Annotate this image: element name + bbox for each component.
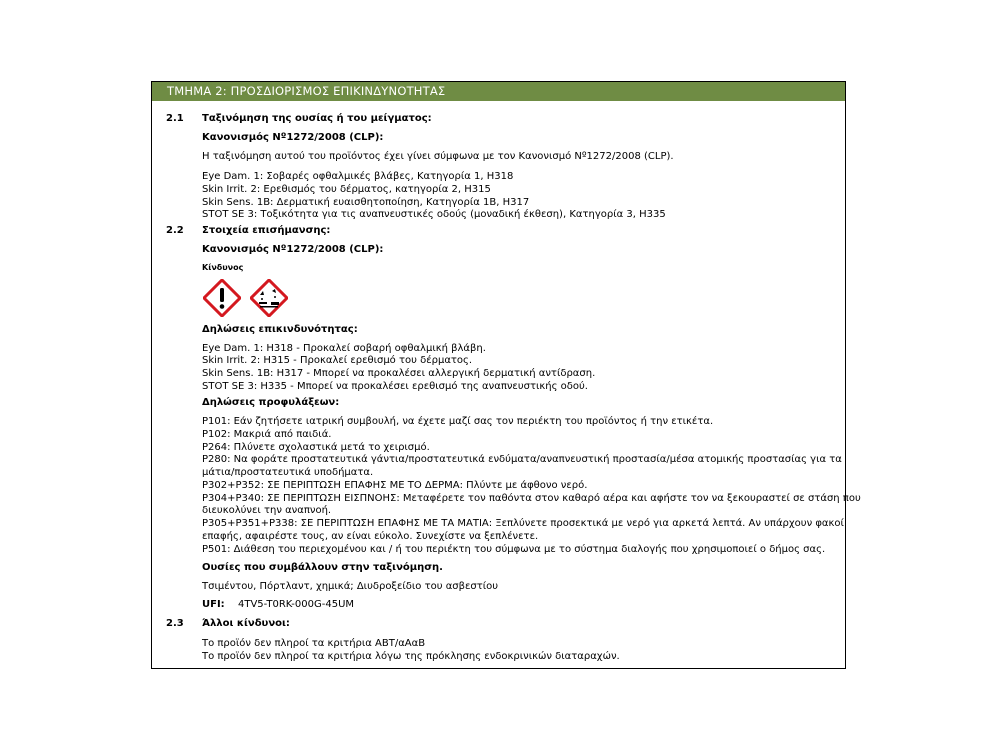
s21-class-2: Skin Irrit. 2: Ερεθισμός του δέρματος, κατηγορία 2, H315: [202, 184, 491, 195]
hazard-3: Skin Sens. 1B: H317 - Μπορεί να προκαλέσει αλλεργική δερματική αντίδραση.: [202, 368, 596, 379]
precaution-p101: P101: Εάν ζητήσετε ιατρική συμβουλή, να έχετε μαζί σας τον περιέκτη του προϊόντος ή την ετικέτα.: [202, 416, 714, 427]
precaution-p302: P302+P352: ΣΕ ΠΕΡΙΠΤΩΣΗ ΕΠΑΦΗΣ ΜΕ ΤΟ ΔΕΡΜΑ: Πλύντε με άφθονο νερό.: [202, 480, 588, 491]
section-header: ΤΜΗΜΑ 2: ΠΡΟΣΔΙΟΡΙΣΜΟΣ ΕΠΙΚΙΝΔΥΝΟΤΗΤΑΣ: [152, 82, 845, 101]
signal-word: Κίνδυνος: [202, 263, 244, 272]
precaution-title: Δηλώσεις προφυλάξεων:: [202, 397, 340, 408]
precaution-p501: P501: Διάθεση του περιεχομένου και / ή του περιέκτη του σύμφωνα με το σύστημα διαλογής που χρησιμοποιεί ο δήμος σας.: [202, 544, 826, 555]
s21-title: Ταξινόμηση της ουσίας ή του μείγματος:: [202, 113, 432, 124]
contrib-title: Ουσίες που συμβάλλουν στην ταξινόμηση.: [202, 562, 443, 573]
hazard-title: Δηλώσεις επικινδυνότητας:: [202, 324, 358, 335]
ufi-value: 4TV5-T0RK-000G-45UM: [238, 599, 355, 610]
hazard-4: STOT SE 3: H335 - Μπορεί να προκαλέσει ερεθισμό της αναπνευστικής οδού.: [202, 381, 588, 392]
s21-intro: Η ταξινόμηση αυτού του προϊόντος έχει γίνει σύμφωνα με τον Κανονισμό Nº1272/2008 (CLP).: [202, 151, 674, 162]
precaution-p304-cont: διευκολύνει την αναπνοή.: [202, 505, 332, 516]
hazard-2: Skin Irrit. 2: H315 - Προκαλεί ερεθισμό του δέρματος.: [202, 355, 473, 366]
hazard-1: Eye Dam. 1: H318 - Προκαλεί σοβαρή οφθαλμική βλάβη.: [202, 343, 486, 354]
s21-number: 2.1: [166, 113, 184, 124]
precaution-p305-cont: επαφής, αφαιρέστε τους, αν είναι εύκολο. Συνεχίστε να ξεπλένετε.: [202, 531, 539, 542]
s21-class-4: STOT SE 3: Τοξικότητα για τις αναπνευστικές οδούς (μοναδική έκθεση), Κατηγορία 3, H335: [202, 209, 666, 220]
precaution-p102: P102: Μακριά από παιδιά.: [202, 429, 332, 440]
s21-class-1: Eye Dam. 1: Σοβαρές οφθαλμικές βλάβες, Κατηγορία 1, H318: [202, 171, 514, 182]
contrib-text: Τσιμέντου, Πόρτλαντ, χημικά; Διυδροξείδιο του ασβεστίου: [202, 581, 499, 592]
ghs05-corrosion-icon: [250, 279, 288, 317]
precaution-p305: P305+P351+P338: ΣΕ ΠΕΡΙΠΤΩΣΗ ΕΠΑΦΗΣ ΜΕ ΤΑ ΜΑΤΙΑ: Ξεπλύνετε προσεκτικά με νερό για αρκετά λεπτά. Αν υπάρχουν φακοί: [202, 518, 844, 529]
section-2-frame: [151, 81, 861, 669]
precaution-p264: P264: Πλύνετε σχολαστικά μετά το χειρισμό.: [202, 442, 430, 453]
ghs07-exclamation-icon: [203, 279, 241, 317]
s22-number: 2.2: [166, 225, 184, 236]
s21-regulation: Κανονισμός Nº1272/2008 (CLP):: [202, 132, 384, 143]
precaution-p280: P280: Να φοράτε προστατευτικά γάντια/προστατευτικά ενδύματα/αναπνευστική προστασία/μέσα ατομικής προστασίας για τα: [202, 454, 842, 465]
s23-number: 2.3: [166, 618, 184, 629]
s23-line-2: Το προϊόν δεν πληροί τα κριτήρια λόγω της πρόκλησης ενδοκρινικών διαταραχών.: [202, 651, 620, 662]
s22-regulation: Κανονισμός Nº1272/2008 (CLP):: [202, 244, 384, 255]
ufi-label: UFI:: [202, 599, 225, 610]
s22-title: Στοιχεία επισήμανσης:: [202, 225, 331, 236]
precaution-p280-cont: μάτια/προστατευτικά υποδήματα.: [202, 467, 374, 478]
precaution-p304: P304+P340: ΣΕ ΠΕΡΙΠΤΩΣΗ ΕΙΣΠΝΟΗΣ: Μεταφέρετε τον παθόντα στον καθαρό αέρα και αφήστε τον να ξεκουραστεί σε στάση που: [202, 493, 861, 504]
s21-class-3: Skin Sens. 1B: Δερματική ευαισθητοποίηση, Κατηγορία 1B, H317: [202, 197, 530, 208]
s23-title: Άλλοι κίνδυνοι:: [202, 618, 290, 629]
s23-line-1: Το προϊόν δεν πληροί τα κριτήρια ΑΒΤ/αΑαΒ: [202, 638, 426, 649]
